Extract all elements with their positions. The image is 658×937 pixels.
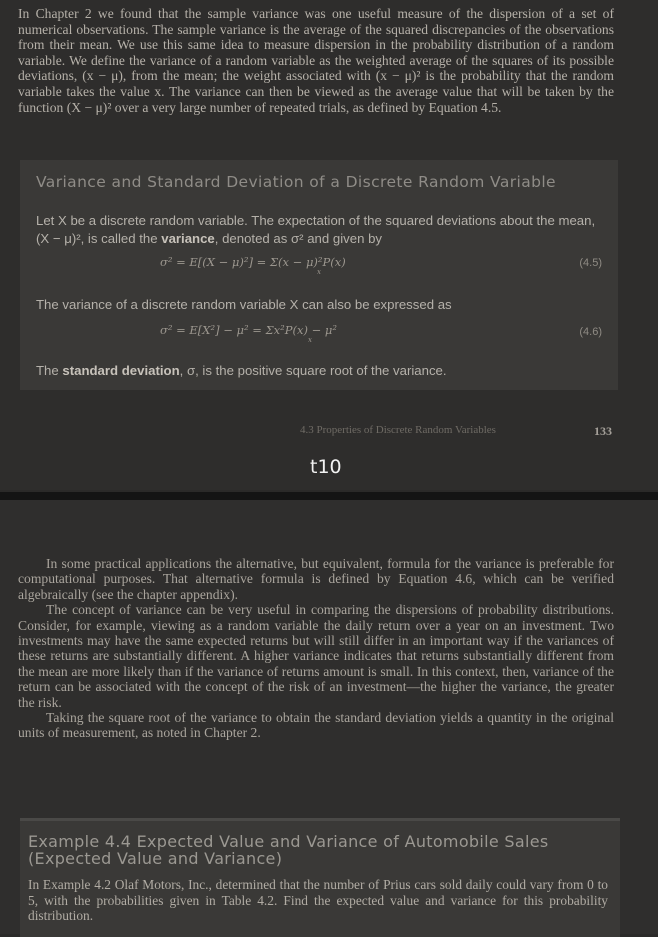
alternative-expression-text: The variance of a discrete random variable X can also be expressed as xyxy=(36,297,452,312)
definition-box-title: Variance and Standard Deviation of a Discrete Random Variable xyxy=(36,173,556,191)
page-divider xyxy=(0,492,658,500)
paragraph-standard-deviation: Taking the square root of the variance to obtain the standard deviation yields a quantity in the original units of measurement, as noted in Chapter 2. xyxy=(18,710,614,741)
sd-text-part-1: The xyxy=(36,363,63,378)
example-title: Example 4.4 Expected Value and Variance of Automobile Sales (Expected Value and Variance) xyxy=(28,832,549,868)
running-head: 4.3 Properties of Discrete Random Variables xyxy=(300,424,496,436)
definition-box xyxy=(20,160,618,390)
formula-2-sum-index: x xyxy=(308,336,312,344)
body-paragraphs xyxy=(18,556,614,741)
definition-text-part-1: Let X be a discrete random variable. The expectation of the squared deviations about the mean, (X − μ)², is called the xyxy=(36,213,596,246)
example-box xyxy=(20,818,620,937)
variance-term: variance xyxy=(161,230,215,246)
paragraph-alternative-formula: In some practical applications the alternative, but equivalent, formula for the variance is preferable for computational purposes. That alternative formula is defined by Equation 4.6, which can be verified algebraically (see the chapter appendix). xyxy=(18,556,614,602)
intro-paragraph xyxy=(18,6,614,115)
variance-formula xyxy=(160,255,346,276)
overlay-tag-label: t10 xyxy=(310,456,342,478)
formula-1-sum-index: x xyxy=(317,268,321,276)
formula-1-text: σ² = E[(X − μ)²] = Σ(x − μ)²P(x) xyxy=(160,255,346,269)
standard-deviation-term: standard deviation xyxy=(62,363,180,378)
definition-text-part-2: , denoted as σ² and given by xyxy=(214,230,382,246)
variance-definition xyxy=(36,212,606,247)
equation-number-4-5: (4.5) xyxy=(579,257,602,269)
alternative-variance-formula xyxy=(160,323,338,344)
intro-paragraph-text: In Chapter 2 we found that the sample variance was one useful measure of the dispersion of a set of numerical observations. The sample variance is the average of the squared discrepancies of the observations from their mean. We use this same idea to measure dispersion in the probability distribution of a random variable. We define the variance of a random variable as the weighted average of the squares of its possible deviations, (x − μ), from the mean; the weight associated with (x − μ)² is the probability that the random variable takes the value x. The variance can then be viewed as the average value that will be taken by the function (X − μ)² over a very large number of repeated trials, as defined by Equation 4.5. xyxy=(18,6,614,115)
example-body: In Example 4.2 Olaf Motors, Inc., determined that the number of Prius cars sold daily could vary from 0 to 5, with the probabilities given in Table 4.2. Find the expected value and variance for this probability distribution. xyxy=(28,877,608,924)
paragraph-variance-concept: The concept of variance can be very useful in comparing the dispersions of probability distributions. Consider, for example, viewing as a random variable the daily return over a year on an investment. Two investments may have the same expected returns but will still differ in an important way if the variances of these returns are substantially different. A higher variance indicates that returns substantially different from the mean are more likely than if the variance of returns amount is small. In this context, then, variance of the return can be associated with the concept of the risk of an investment—the higher the variance, the greater the risk. xyxy=(18,602,614,710)
sd-text-part-2: , σ, is the positive square root of the variance. xyxy=(179,363,447,378)
equation-number-4-6: (4.6) xyxy=(579,326,602,338)
formula-2-text: σ² = E[X²] − μ² = Σx²P(x) − μ² xyxy=(160,323,338,337)
page-number: 133 xyxy=(594,424,612,438)
standard-deviation-definition xyxy=(36,362,606,380)
